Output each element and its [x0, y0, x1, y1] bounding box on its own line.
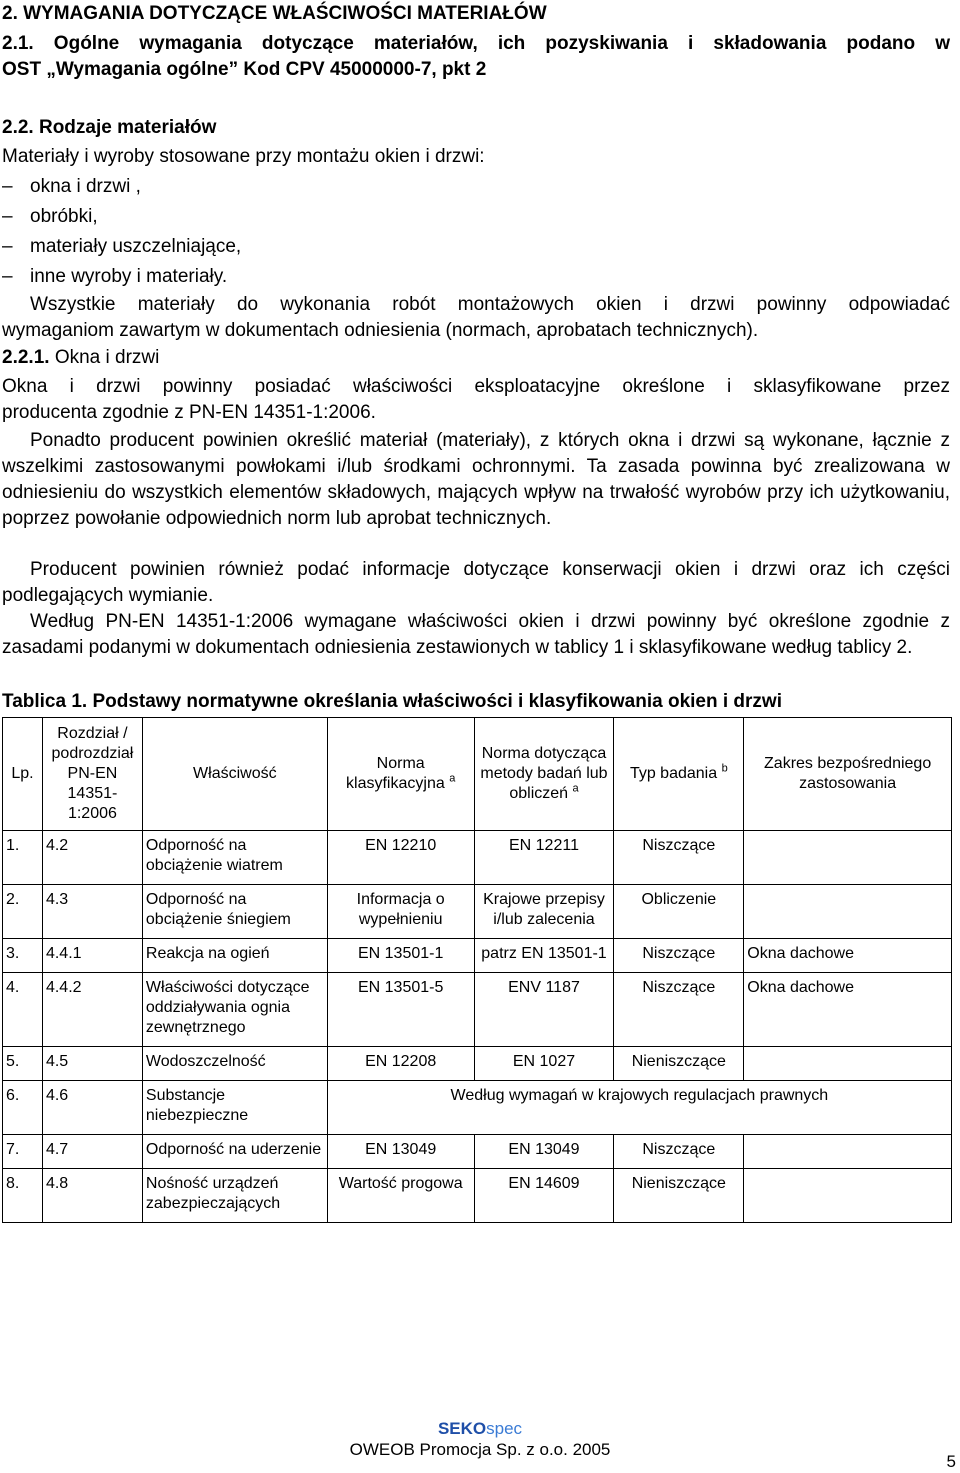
cell-wlasciwosc: Substancje niebezpieczne — [142, 1081, 327, 1135]
paragraph-4: Producent powinien również podać informacje dotyczące konserwacji okien i drzwi oraz ich części podlegających wymianie. — [2, 559, 950, 606]
footnote-mark: b — [721, 762, 728, 775]
paragraph-2-line2: producenta zgodnie z PN-EN 14351-1:2006. — [2, 402, 376, 423]
cell-rozdzial: 4.4.2 — [42, 973, 142, 1047]
subsection-title: Okna i drzwi — [49, 347, 160, 368]
cell-norma-metody: ENV 1187 — [474, 973, 614, 1047]
header-rozdzial: Rozdział / podrozdział PN-EN 14351-1:2006 — [42, 718, 142, 831]
list-dash: – — [2, 176, 13, 197]
cell-rozdzial: 4.7 — [42, 1135, 142, 1169]
publisher-logo — [0, 1419, 960, 1439]
paragraph-5: Według PN-EN 14351-1:2006 wymagane właściwości okien i drzwi powinny być określone zgodnie z zasadami podanymi w dokumentach odniesienia zestawionych w tablicy 1 i sklasyfikowane według tablicy 2. — [2, 611, 950, 658]
list-dash: – — [2, 266, 13, 287]
table-row — [3, 1169, 952, 1223]
footnote-mark: a — [572, 782, 579, 795]
cell-typ-badania: Niszczące — [614, 939, 744, 973]
page-number: 5 — [946, 1452, 956, 1471]
cell-lp: 8. — [3, 1169, 43, 1223]
header-zakres: Zakres bezpośredniego zastosowania — [744, 718, 952, 831]
cell-norma-klasyfikacyjna: Informacja o wypełnieniu — [327, 885, 474, 939]
materials-intro: Materiały i wyroby stosowane przy montażu okien i drzwi: — [2, 146, 485, 167]
cell-typ-badania: Niszczące — [614, 973, 744, 1047]
cell-norma-metody: EN 12211 — [474, 831, 614, 885]
list-dash: – — [2, 206, 13, 227]
cell-lp: 1. — [3, 831, 43, 885]
cell-typ-badania: Nieniszczące — [614, 1047, 744, 1081]
cell-lp: 2. — [3, 885, 43, 939]
header-typ-badania — [614, 718, 744, 831]
cell-lp: 3. — [3, 939, 43, 973]
footnote-mark: a — [449, 772, 456, 785]
header-text: Norma dotycząca metody badań lub obliczeń — [480, 745, 608, 802]
table-row — [3, 1081, 952, 1135]
table-header-row — [3, 718, 952, 831]
table-row — [3, 1047, 952, 1081]
table-row — [3, 939, 952, 973]
header-wlasciwosc: Właściwość — [142, 718, 327, 831]
cell-lp: 5. — [3, 1047, 43, 1081]
cell-rozdzial: 4.5 — [42, 1047, 142, 1081]
paragraph-1-line2: wymaganiom zawartym w dokumentach odniesienia (normach, aprobatach technicznych). — [2, 320, 759, 341]
cell-rozdzial: 4.4.1 — [42, 939, 142, 973]
header-text: Norma klasyfikacyjna — [346, 755, 445, 792]
cell-norma-metody: Krajowe przepisy i/lub zalecenia — [474, 885, 614, 939]
cell-wlasciwosc: Odporność na obciążenie śniegiem — [142, 885, 327, 939]
cell-zakres — [744, 1047, 952, 1081]
cell-zakres: Okna dachowe — [744, 939, 952, 973]
table-body — [3, 831, 952, 1223]
cell-norma-metody: patrz EN 13501-1 — [474, 939, 614, 973]
cell-norma-klasyfikacyjna: Wartość progowa — [327, 1169, 474, 1223]
table-row — [3, 1135, 952, 1169]
cell-zakres — [744, 885, 952, 939]
cell-norma-klasyfikacyjna: EN 13501-5 — [327, 973, 474, 1047]
section-2-1-line2: OST „Wymagania ogólne” Kod CPV 45000000-7, pkt 2 — [2, 59, 487, 80]
header-text: Typ badania — [629, 765, 718, 782]
logo-part-b: spec — [486, 1419, 523, 1438]
cell-wlasciwosc: Właściwości dotyczące oddziaływania ognia zewnętrznego — [142, 973, 327, 1047]
list-dash: – — [2, 236, 13, 257]
cell-typ-badania: Obliczenie — [614, 885, 744, 939]
cell-lp: 6. — [3, 1081, 43, 1135]
cell-span-note: Według wymagań w krajowych regulacjach prawnych — [327, 1081, 951, 1135]
cell-zakres — [744, 1169, 952, 1223]
cell-lp: 4. — [3, 973, 43, 1047]
cell-lp: 7. — [3, 1135, 43, 1169]
section-heading: 2. WYMAGANIA DOTYCZĄCE WŁAŚCIWOŚCI MATERIAŁÓW — [2, 3, 547, 24]
list-item: obróbki, — [30, 206, 98, 227]
cell-zakres — [744, 831, 952, 885]
cell-wlasciwosc: Odporność na uderzenie — [142, 1135, 327, 1169]
cell-wlasciwosc: Odporność na obciążenie wiatrem — [142, 831, 327, 885]
list-item: okna i drzwi , — [30, 176, 141, 197]
cell-rozdzial: 4.2 — [42, 831, 142, 885]
cell-rozdzial: 4.8 — [42, 1169, 142, 1223]
properties-table — [2, 717, 952, 1223]
cell-norma-klasyfikacyjna: EN 13049 — [327, 1135, 474, 1169]
cell-typ-badania: Niszczące — [614, 831, 744, 885]
cell-norma-metody: EN 14609 — [474, 1169, 614, 1223]
table-title: Tablica 1. Podstawy normatywne określania właściwości i klasyfikowania okien i drzwi — [2, 691, 782, 712]
cell-zakres: Okna dachowe — [744, 973, 952, 1047]
paragraph-2-line1: Okna i drzwi powinny posiadać właściwości eksploatacyjne określone i sklasyfikowane przez — [2, 376, 950, 397]
cell-rozdzial: 4.3 — [42, 885, 142, 939]
table-row — [3, 831, 952, 885]
header-norma-klasyfikacyjna — [327, 718, 474, 831]
paragraph-3: Ponadto producent powinien określić materiał (materiały), z których okna i drzwi są wykonane, łącznie z wszelkimi zastosowanymi powłokami i/lub środkami ochronnymi. Ta zasada powinna być zrealizowana w odniesieniu do wszystkich elementów składowych, mających wpływ na trwałość wyrobów przy ich użytkowaniu, poprzez powołanie odpowiednich norm lub aprobat technicznych. — [2, 430, 950, 529]
table-row — [3, 973, 952, 1047]
header-lp: Lp. — [3, 718, 43, 831]
cell-typ-badania: Nieniszczące — [614, 1169, 744, 1223]
cell-wlasciwosc: Wodoszczelność — [142, 1047, 327, 1081]
cell-zakres — [744, 1135, 952, 1169]
list-item: inne wyroby i materiały. — [30, 266, 228, 287]
logo-part-a: SEKO — [437, 1419, 487, 1438]
cell-norma-metody: EN 13049 — [474, 1135, 614, 1169]
section-2-1-line1: 2.1. Ogólne wymagania dotyczące materiałów, ich pozyskiwania i składowania podano w — [2, 33, 950, 54]
section-2-2-title: 2.2. Rodzaje materiałów — [2, 117, 217, 138]
cell-wlasciwosc: Nośność urządzeń zabezpieczających — [142, 1169, 327, 1223]
cell-norma-klasyfikacyjna: EN 13501-1 — [327, 939, 474, 973]
cell-wlasciwosc: Reakcja na ogień — [142, 939, 327, 973]
cell-rozdzial: 4.6 — [42, 1081, 142, 1135]
footer-text: OWEOB Promocja Sp. z o.o. 2005 — [349, 1440, 611, 1459]
subsection-2-2-1 — [2, 345, 159, 371]
cell-norma-metody: EN 1027 — [474, 1047, 614, 1081]
paragraph-1-line1: Wszystkie materiały do wykonania robót montażowych okien i drzwi powinny odpowiadać — [30, 294, 950, 315]
header-norma-metody — [474, 718, 614, 831]
cell-norma-klasyfikacyjna: EN 12208 — [327, 1047, 474, 1081]
table-row — [3, 885, 952, 939]
cell-typ-badania: Niszczące — [614, 1135, 744, 1169]
cell-norma-klasyfikacyjna: EN 12210 — [327, 831, 474, 885]
subsection-number: 2.2.1. — [2, 347, 50, 368]
list-item: materiały uszczelniające, — [30, 236, 242, 257]
